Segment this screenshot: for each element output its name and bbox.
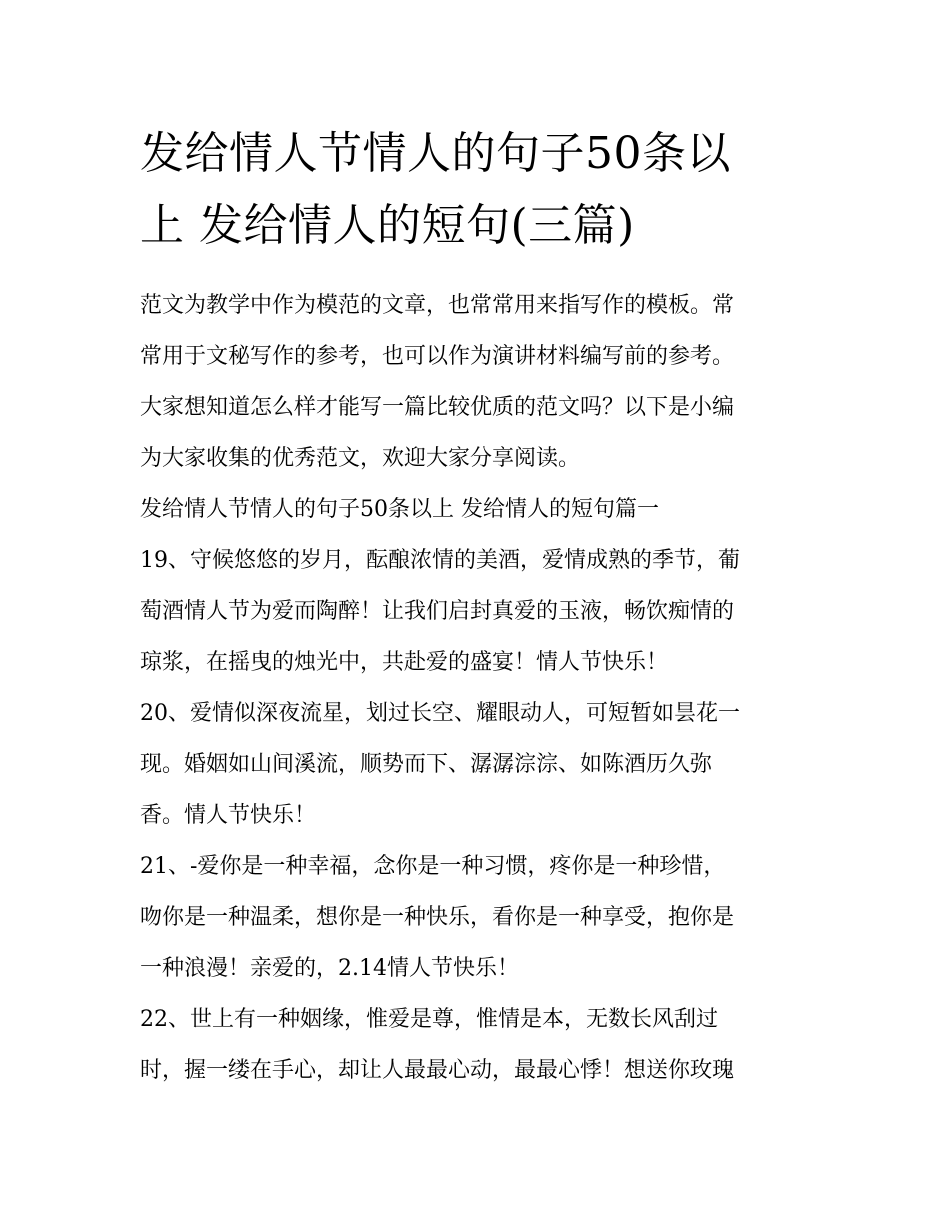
- list-item-line: 吻你是一种温柔，想你是一种快乐，看你是一种享受，抱你是: [140, 905, 735, 930]
- list-item-line: 现。婚姻如山间溪流，顺势而下、潺潺淙淙、如陈酒历久弥: [140, 752, 713, 777]
- section-heading-text: 发给情人节情人的句子50条以上 发给情人的短句篇一: [140, 497, 659, 522]
- intro-line: 常用于文秘写作的参考，也可以作为演讲材料编写前的参考。: [140, 344, 735, 369]
- intro-line: 大家想知道怎么样才能写一篇比较优质的范文吗？以下是小编: [140, 395, 735, 420]
- document-title: [140, 118, 812, 262]
- list-item-line: 香。情人节快乐！: [140, 803, 317, 828]
- document-body: [140, 280, 812, 1096]
- list-item-line: 20、爱情似深夜流星，划过长空、耀眼动人，可短暂如昙花一: [140, 701, 740, 726]
- list-item-line: 21、-爱你是一种幸福，念你是一种习惯，疼你是一种珍惜，: [140, 854, 726, 879]
- title-line-2: 上 发给情人的短句(三篇): [140, 200, 635, 251]
- list-item-line: 19、守候悠悠的岁月，酝酿浓情的美酒，爱情成熟的季节，葡: [140, 548, 740, 573]
- list-item-21: [140, 841, 812, 994]
- intro-paragraph: [140, 280, 812, 484]
- list-item-line: 时，握一缕在手心，却让人最最心动，最最心悸！想送你玫瑰: [140, 1058, 735, 1083]
- intro-line: 范文为教学中作为模范的文章，也常常用来指写作的模板。常: [140, 293, 735, 318]
- document-content: [140, 118, 812, 1096]
- list-item-20: [140, 688, 812, 841]
- section-heading: [140, 484, 812, 535]
- list-item-22: [140, 994, 812, 1096]
- list-item-line: 一种浪漫！亲爱的，2.14情人节快乐！: [140, 956, 519, 981]
- list-item-line: 22、世上有一种姻缘，惟爱是尊，惟情是本，无数长风刮过: [140, 1007, 718, 1032]
- list-item-19: [140, 535, 812, 688]
- title-line-1: 发给情人节情人的句子50条以: [140, 128, 731, 179]
- list-item-line: 萄酒情人节为爱而陶醉！让我们启封真爱的玉液，畅饮痴情的: [140, 599, 735, 624]
- list-item-line: 琼浆，在摇曳的烛光中，共赴爱的盛宴！情人节快乐！: [140, 650, 669, 675]
- intro-line: 为大家收集的优秀范文，欢迎大家分享阅读。: [140, 446, 581, 471]
